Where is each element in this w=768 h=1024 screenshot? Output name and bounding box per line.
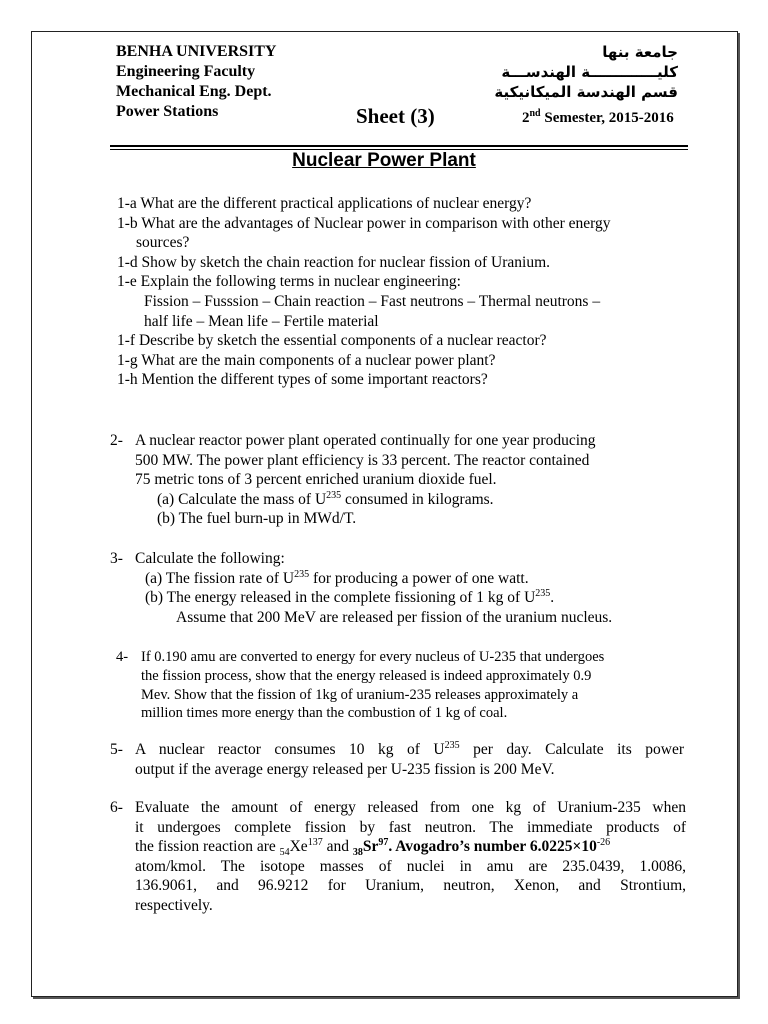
question-2 — [110, 431, 700, 529]
q4-line4: million times more energy than the combustion of 1 kg of coal. — [141, 705, 508, 722]
q1-h: 1-h Mention the different types of some important reactors? — [117, 371, 488, 389]
q4-line3: Mev. Show that the fission of 1kg of uranium-235 releases approximately a — [141, 686, 579, 703]
q2-part-a: (a) Calculate the mass of $U^{235}$ consumed in kilograms. — [157, 489, 494, 508]
q6-line5: 136.9061, and 96.9212 for Uranium, neutron, Xenon, and Strontium, — [135, 877, 686, 895]
q2-part-b: (b) The fuel burn-up in MWd/T. — [157, 510, 357, 528]
arabic-university: جامعة بنها — [602, 43, 678, 61]
question-5 — [110, 740, 684, 779]
department-name: Mechanical Eng. Dept. — [116, 83, 272, 100]
q1-a: 1-a What are the different practical applications of nuclear energy? — [117, 195, 532, 212]
question-1 — [117, 194, 697, 390]
q3-line1: Calculate the following: — [135, 550, 285, 567]
q4-line2: the fission process, show that the energy released is indeed approximately 0.9 — [141, 667, 592, 684]
q6-line1: Evaluate the amount of energy released from one kg of Uranium-235 when — [135, 799, 686, 816]
q3-part-a: (a) The fission rate of $U^{235}$ for producing a power of one watt. — [145, 568, 529, 587]
faculty-name: Engineering Faculty — [116, 63, 256, 80]
question-6 — [110, 798, 686, 916]
q5-line2: output if the average energy released per U-235 fission is 200 MeV. — [135, 760, 555, 778]
q6-line6: respectively. — [135, 896, 213, 914]
q5-line1: A nuclear reactor consumes 10 kg of $U^{235}$ per day. Calculate its power — [135, 739, 684, 758]
page-title: Nuclear Power Plant — [292, 150, 476, 171]
q6-line2: it undergoes complete fission by fast neutron. The immediate products of — [135, 818, 686, 836]
q1-b-cont: sources? — [136, 234, 190, 252]
q1-e: 1-e Explain the following terms in nuclear engineering: — [117, 273, 461, 291]
q1-b: 1-b What are the advantages of Nuclear power in comparison with other energy — [117, 214, 611, 232]
q1-d: 1-d Show by sketch the chain reaction for nuclear fission of Uranium. — [117, 253, 551, 271]
question-4 — [116, 648, 706, 723]
arabic-faculty: كليـــــــــــــة الهندســـة — [501, 63, 678, 81]
q1-f: 1-f Describe by sketch the essential components of a nuclear reactor? — [117, 332, 547, 350]
arabic-department: قسم الهندسة الميكانيكية — [494, 83, 678, 101]
q3-number: 3- — [110, 550, 123, 567]
q4-line1: If 0.190 amu are converted to energy for every nucleus of U-235 that undergoes — [141, 649, 605, 665]
q6-number: 6- — [110, 799, 123, 816]
question-3 — [110, 549, 700, 627]
sheet-number: Sheet (3) — [356, 104, 435, 128]
q5-number: 5- — [110, 741, 123, 758]
q2-number: 2- — [110, 432, 123, 449]
q6-line3: the fission reaction are $_{54}Xe^{137}$ and $_{38}Sr^{97}$. Avogadro’s number $6.0225\times 10^{-26}$ — [135, 837, 611, 859]
q3-part-b-cont: Assume that 200 MeV are released per fission of the uranium nucleus. — [176, 608, 613, 626]
q3-part-b: (b) The energy released in the complete fissioning of 1 kg of $U^{235}$. — [145, 588, 555, 607]
q6-line4: atom/kmol. The isotope masses of nuclei in amu are 235.0439, 1.0086, — [135, 857, 686, 875]
q1-e-terms-cont: half life – Mean life – Fertile material — [144, 312, 379, 330]
q1-g: 1-g What are the main components of a nuclear power plant? — [117, 351, 496, 369]
q2-line2: 500 MW. The power plant efficiency is 33 percent. The reactor contained — [135, 451, 590, 469]
q2-line3: 75 metric tons of 3 percent enriched uranium dioxide fuel. — [135, 471, 497, 489]
header-left — [116, 42, 276, 122]
course-name: Power Stations — [116, 103, 219, 120]
q2-line1: A nuclear reactor power plant operated continually for one year producing — [135, 432, 596, 449]
semester-label: 2nd Semester, 2015-2016 — [522, 108, 674, 126]
university-name: BENHA UNIVERSITY — [116, 43, 277, 60]
q1-e-terms: Fission – Fusssion – Chain reaction – Fast neutrons – Thermal neutrons – — [144, 292, 601, 310]
header-divider — [110, 145, 688, 147]
q4-number: 4- — [116, 649, 129, 665]
header-right-arabic — [494, 42, 678, 102]
